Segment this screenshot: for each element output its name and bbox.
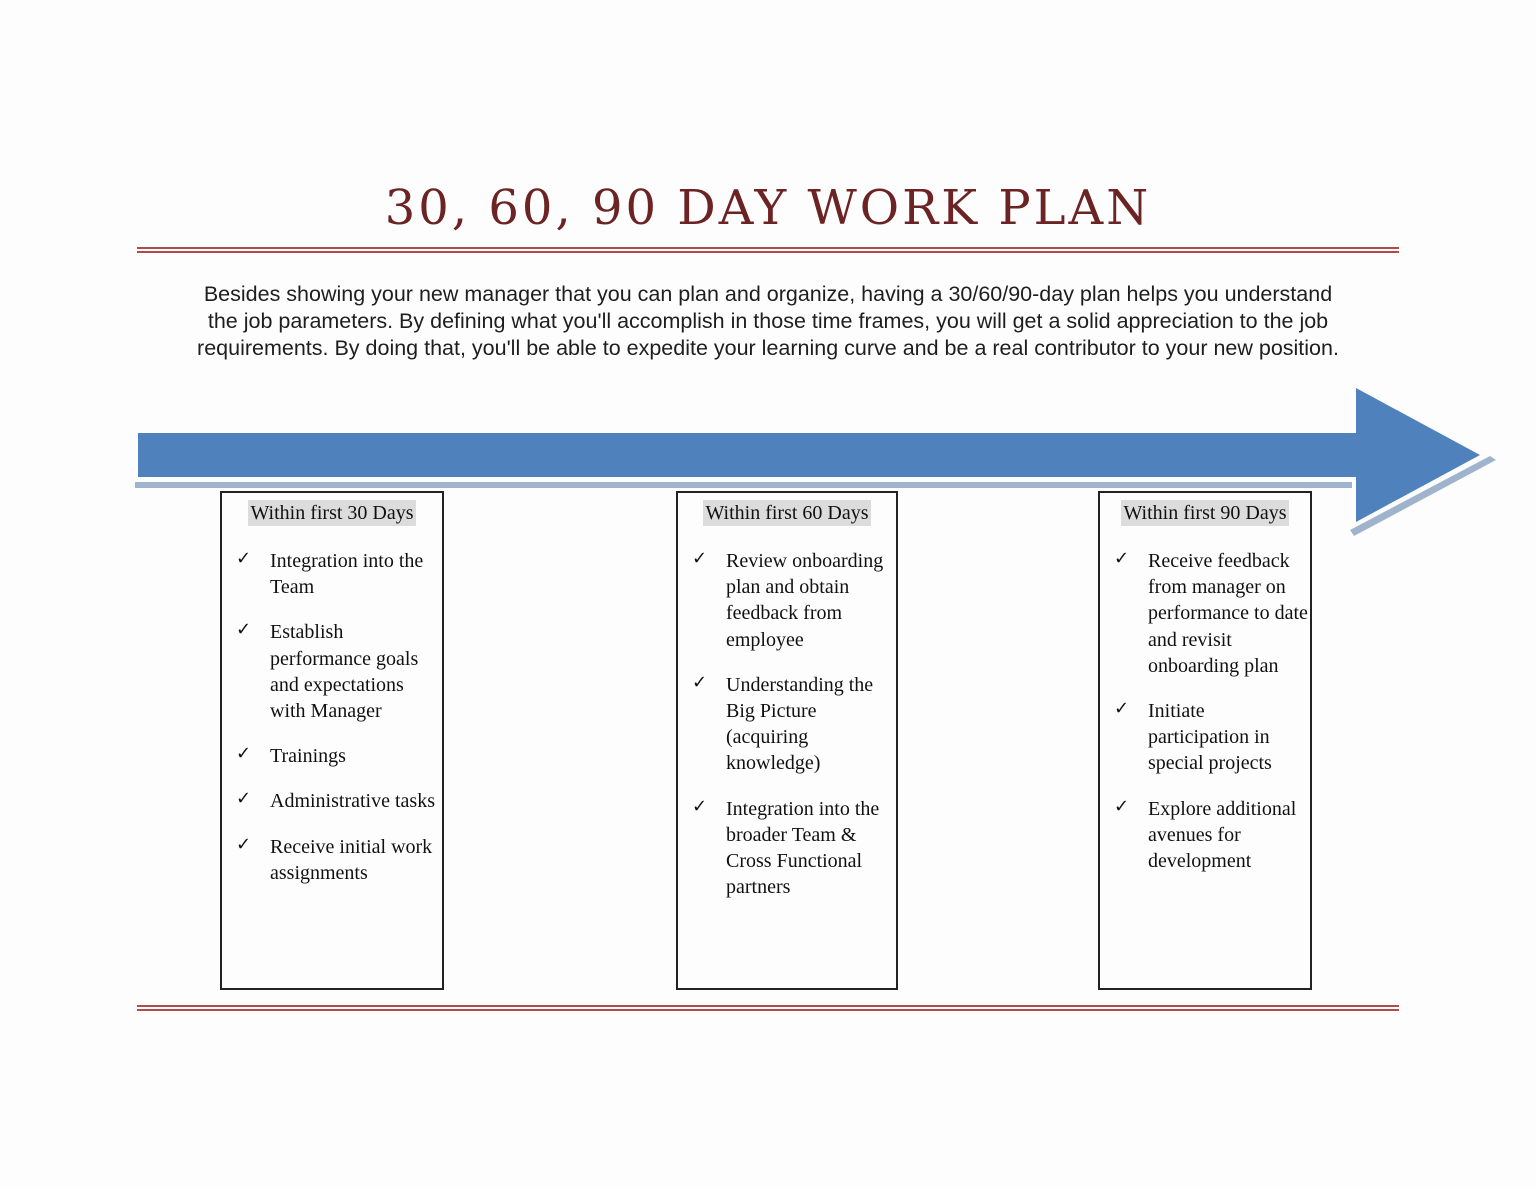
phase-items xyxy=(1100,548,1310,874)
intro-line: the job parameters. By defining what you'll accomplish in those time frames, you will get a solid appreciation to the job xyxy=(207,309,1329,333)
phase-header: Within first 60 Days xyxy=(705,502,869,524)
phase-items xyxy=(222,548,442,886)
check-icon: ✓ xyxy=(1114,698,1130,720)
intro-line: requirements. By doing that, you'll be able to expedite your learning curve and be a real contributor to your new position. xyxy=(197,336,1339,360)
bottom-divider xyxy=(137,1005,1399,1011)
check-icon: ✓ xyxy=(692,548,708,569)
check-icon: ✓ xyxy=(692,795,708,817)
check-icon: ✓ xyxy=(236,743,252,765)
intro-line: Besides showing your new manager that you can plan and organize, having a 30/60/90-day plan helps you understand xyxy=(203,282,1333,306)
page-title: 30, 60, 90 DAY WORK PLAN xyxy=(384,180,1152,236)
phase-90-days xyxy=(1098,491,1312,990)
list-item: ✓ Integration into the Team xyxy=(236,548,424,599)
list-item: ✓ Trainings xyxy=(236,743,346,768)
list-item: ✓ Review onboarding plan and obtain feedback from employee xyxy=(692,548,884,651)
list-item: ✓ Initiate participation in special projects xyxy=(1114,698,1272,775)
list-item: ✓ Integration into the broader Team & Cross Functional partners xyxy=(692,795,880,899)
check-icon: ✓ xyxy=(236,548,252,569)
list-item: ✓ Administrative tasks xyxy=(236,788,435,813)
check-icon: ✓ xyxy=(236,619,252,641)
phase-items xyxy=(678,548,896,900)
check-icon: ✓ xyxy=(692,671,708,693)
check-icon: ✓ xyxy=(236,833,252,855)
phase-header: Within first 30 Days xyxy=(250,502,414,524)
list-item: ✓ Receive initial work assignments xyxy=(236,833,433,884)
list-item: ✓ Explore additional avenues for development xyxy=(1114,795,1297,873)
list-item: ✓ Receive feedback from manager on performance to date and revisit onboarding plan xyxy=(1114,548,1308,677)
list-item: ✓ Understanding the Big Picture (acquiring knowledge) xyxy=(692,671,874,775)
phase-header: Within first 90 Days xyxy=(1123,502,1287,524)
phase-60-days xyxy=(676,491,898,990)
check-icon: ✓ xyxy=(1114,795,1130,817)
timeline-arrow xyxy=(0,0,1536,560)
phase-30-days xyxy=(220,491,444,990)
check-icon: ✓ xyxy=(236,788,252,810)
list-item: ✓ Establish performance goals and expectations with Manager xyxy=(236,619,419,723)
check-icon: ✓ xyxy=(1114,548,1130,569)
arrow-shadow xyxy=(135,482,1352,488)
